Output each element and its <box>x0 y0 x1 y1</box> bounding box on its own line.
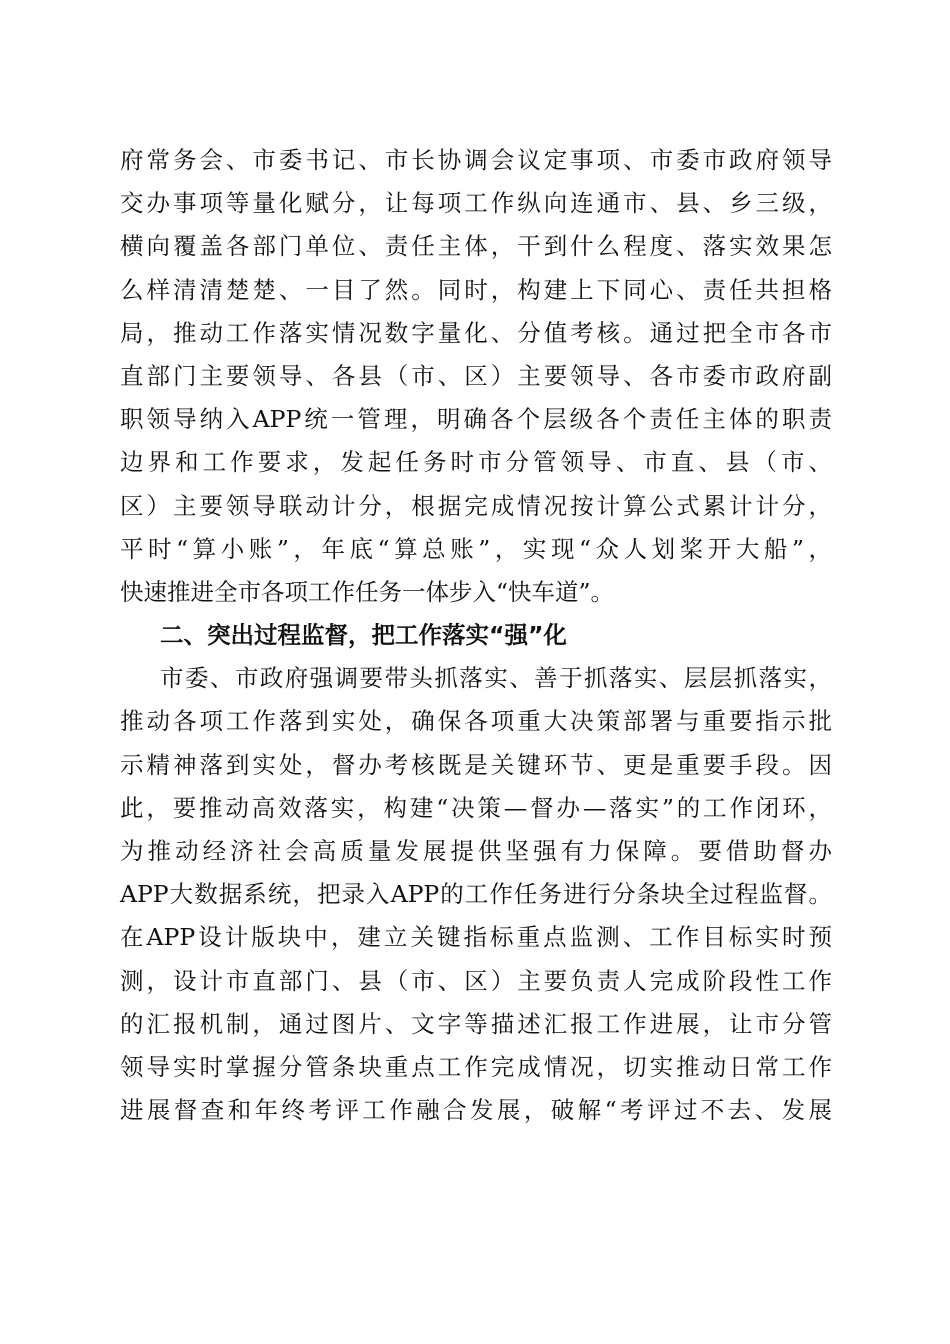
paragraph-2-line-4: 此，要推动高效落实，构建“决策—督办—落实”的工作闭环， <box>120 793 832 822</box>
paragraph-1-line-10: 平时“算小账”，年底“算总账”，实现“众人划桨开大船”， <box>120 534 832 563</box>
paragraph-2-line-7: 在APP设计版块中，建立关键指标重点监测、工作目标实时预 <box>120 923 832 952</box>
section-heading: 二、突出过程监督，把工作落实“强”化 <box>160 621 567 650</box>
paragraph-1-line-2: 交办事项等量化赋分，让每项工作纵向连通市、县、乡三级， <box>120 189 832 218</box>
paragraph-2-line-8: 测，设计市直部门、县（市、区）主要负责人完成阶段性工作 <box>120 966 832 995</box>
paragraph-1-line-3: 横向覆盖各部门单位、责任主体，干到什么程度、落实效果怎 <box>120 232 832 261</box>
document-body <box>120 139 832 1132</box>
paragraph-1-line-6: 直部门主要领导、各县（市、区）主要领导、各市委市政府副 <box>120 361 832 390</box>
paragraph-1-line-1: 府常务会、市委书记、市长协调会议定事项、市委市政府领导 <box>120 146 832 174</box>
paragraph-2-line-3: 示精神落到实处，督办考核既是关键环节、更是重要手段。因 <box>120 750 832 779</box>
paragraph-2-line-10: 领导实时掌握分管条块重点工作完成情况，切实推动日常工作 <box>120 1052 832 1081</box>
paragraph-1-line-7: 职领导纳入APP统一管理，明确各个层级各个责任主体的职责 <box>120 405 832 434</box>
paragraph-2-line-11: 进展督查和年终考评工作融合发展，破解“考评过不去、发展 <box>120 1096 832 1125</box>
paragraph-1-line-9: 区）主要领导联动计分，根据完成情况按计算公式累计计分， <box>120 491 832 520</box>
paragraph-2-line-5: 为推动经济社会高质量发展提供坚强有力保障。要借助督办 <box>120 837 832 865</box>
paragraph-2-line-1: 市委、市政府强调要带头抓落实、善于抓落实、层层抓落实， <box>160 664 832 693</box>
paragraph-2-line-9: 的汇报机制，通过图片、文字等描述汇报工作进展，让市分管 <box>120 1009 832 1038</box>
paragraph-1-line-5: 局，推动工作落实情况数字量化、分值考核。通过把全市各市 <box>120 318 832 347</box>
paragraph-1-line-8: 边界和工作要求，发起任务时市分管领导、市直、县（市、 <box>120 448 832 477</box>
paragraph-2-line-2: 推动各项工作落到实处，确保各项重大决策部署与重要指示批 <box>120 707 832 736</box>
paragraph-1-line-11: 快速推进全市各项工作任务一体步入“快车道”。 <box>120 577 615 606</box>
paragraph-2-line-6: APP大数据系统，把录入APP的工作任务进行分条块全过程监督。 <box>120 880 832 909</box>
paragraph-1-line-4: 么样清清楚楚、一目了然。同时，构建上下同心、责任共担格 <box>120 275 832 304</box>
